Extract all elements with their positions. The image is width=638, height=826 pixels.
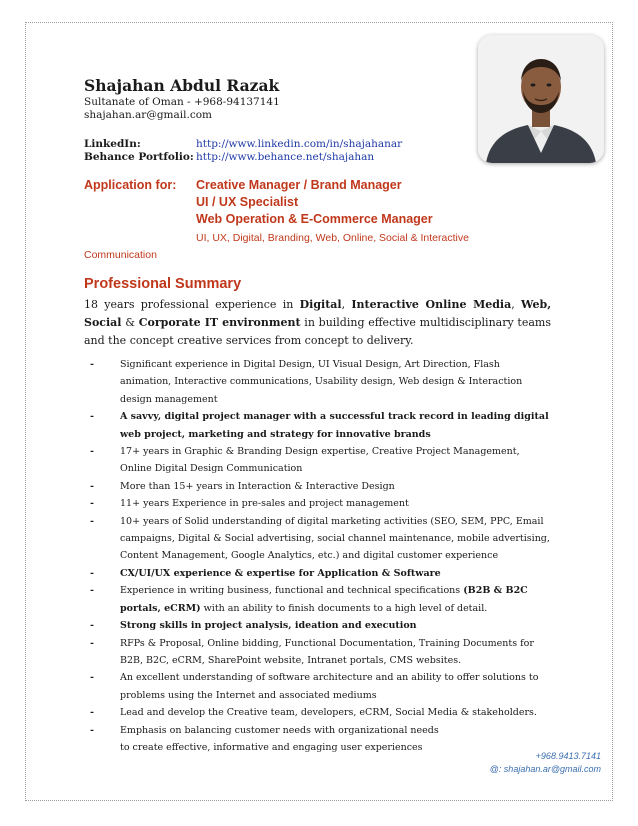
role-ui-ux: UI / UX Specialist bbox=[196, 195, 299, 209]
bullet-text: CX/UI/UX experience & expertise for Application & Software bbox=[120, 567, 441, 579]
bullet-text: Lead and develop the Creative team, developers, eCRM, Social Media & stakeholders. bbox=[120, 707, 537, 719]
candidate-name: Shajahan Abdul Razak bbox=[84, 76, 280, 95]
linkedin-link[interactable]: http://www.linkedin.com/in/shajahanar bbox=[196, 138, 403, 150]
list-item bbox=[84, 495, 554, 512]
bullet-text: A savvy, digital project manager with a successful track record in leading digital web project, marketing and strategy for innovative brands bbox=[120, 411, 549, 440]
bullet-dash: - bbox=[90, 567, 94, 579]
bullet-text: More than 15+ years in Interaction & Interactive Design bbox=[120, 480, 395, 492]
email-text: shajahan.ar@gmail.com bbox=[84, 109, 212, 121]
role-web-operation: Web Operation & E-Commerce Manager bbox=[196, 212, 433, 226]
profile-photo bbox=[478, 35, 604, 163]
summary-paragraph bbox=[84, 296, 551, 350]
summary-bold: Web, Social bbox=[84, 298, 552, 329]
bullet-text: An excellent understanding of software architecture and an ability to offer solutions to problems using the Internet and associated mediums bbox=[120, 672, 539, 701]
bullet-text: 11+ years Experience in pre-sales and project management bbox=[120, 498, 409, 510]
bullet-text: to create effective, informative and engaging user experiences bbox=[120, 741, 423, 753]
list-item bbox=[84, 669, 554, 704]
summary-bold: Interactive Online Media bbox=[351, 298, 512, 311]
bullet-text: Strong skills in project analysis, ideation and execution bbox=[120, 620, 417, 632]
summary-text: in building effective multidisciplinary teams and the concept creative services from concept to delivery. bbox=[84, 316, 551, 347]
summary-text: & bbox=[121, 316, 139, 329]
list-item bbox=[84, 513, 554, 565]
list-item bbox=[84, 617, 554, 634]
bullet-dash: - bbox=[90, 672, 94, 684]
experience-list bbox=[84, 356, 554, 756]
bullet-dash: - bbox=[90, 359, 94, 370]
list-item bbox=[84, 722, 554, 757]
bullet-dash: - bbox=[90, 480, 94, 492]
linkedin-label: LinkedIn: bbox=[84, 138, 141, 150]
list-item bbox=[84, 443, 554, 478]
bullet-dash: - bbox=[90, 620, 94, 632]
footer-email: @: shajahan.ar@gmail.com bbox=[489, 764, 601, 774]
summary-text: 18 years professional experience in bbox=[84, 298, 300, 311]
summary-text: , bbox=[511, 298, 522, 311]
behance-link[interactable]: http://www.behance.net/shajahan bbox=[196, 151, 375, 163]
summary-bold: Digital bbox=[299, 298, 342, 311]
list-item bbox=[84, 704, 554, 721]
application-skills-line1: UI, UX, Digital, Branding, Web, Online, Social & Interactive bbox=[196, 232, 469, 244]
bullet-text: Experience in writing business, functional and technical specifications bbox=[120, 585, 464, 597]
location-phone: Sultanate of Oman - +968-94137141 bbox=[84, 96, 280, 108]
bullet-text: with an ability to finish documents to a high level of detail. bbox=[200, 602, 488, 614]
bullet-dash: - bbox=[90, 724, 94, 736]
summary-text: , bbox=[341, 298, 352, 311]
bullet-text: Significant experience in Digital Design, UI Visual Design, Art Direction, Flash animation, Interactive communications, Usability design, Web design & Interaction design management bbox=[120, 359, 523, 405]
footer-phone: +968.9413.7141 bbox=[535, 751, 601, 761]
list-item bbox=[84, 356, 554, 408]
role-creative-manager: Creative Manager / Brand Manager bbox=[196, 178, 402, 192]
bullet-dash: - bbox=[90, 585, 94, 597]
bullet-dash: - bbox=[90, 707, 94, 719]
list-item bbox=[84, 565, 554, 582]
bullet-dash: - bbox=[90, 411, 94, 423]
section-title-summary: Professional Summary bbox=[84, 276, 242, 292]
bullet-text: 17+ years in Graphic & Branding Design expertise, Creative Project Management, Online Digital Design Communication bbox=[120, 446, 520, 475]
bullet-text: 10+ years of Solid understanding of digital marketing activities (SEO, SEM, PPC, Email campaigns, Digital & Social advertising, social channel maintenance, mobile advertising, Content Management, Google Analytics, etc.) and digital customer experience bbox=[120, 515, 550, 562]
bullet-dash: - bbox=[90, 498, 94, 510]
bullet-dash: - bbox=[90, 515, 94, 527]
list-item bbox=[84, 408, 554, 443]
bullet-bold-text: (B2B & B2C portals, eCRM) bbox=[120, 585, 528, 614]
list-item bbox=[84, 635, 554, 670]
behance-label: Behance Portfolio: bbox=[84, 151, 194, 163]
summary-bold: Corporate IT environment bbox=[138, 316, 301, 329]
bullet-dash: - bbox=[90, 637, 94, 649]
list-item bbox=[84, 582, 554, 617]
bullet-dash: - bbox=[90, 446, 94, 458]
bullet-text: RFPs & Proposal, Online bidding, Functional Documentation, Training Documents for B2B, B2C, eCRM, SharePoint website, Intranet portals, CMS websites. bbox=[120, 637, 534, 666]
bullet-text: Emphasis on balancing customer needs with organizational needs bbox=[120, 724, 439, 736]
application-label: Application for: bbox=[84, 178, 177, 192]
list-item bbox=[84, 478, 554, 495]
application-skills-line2: Communication bbox=[84, 249, 157, 261]
